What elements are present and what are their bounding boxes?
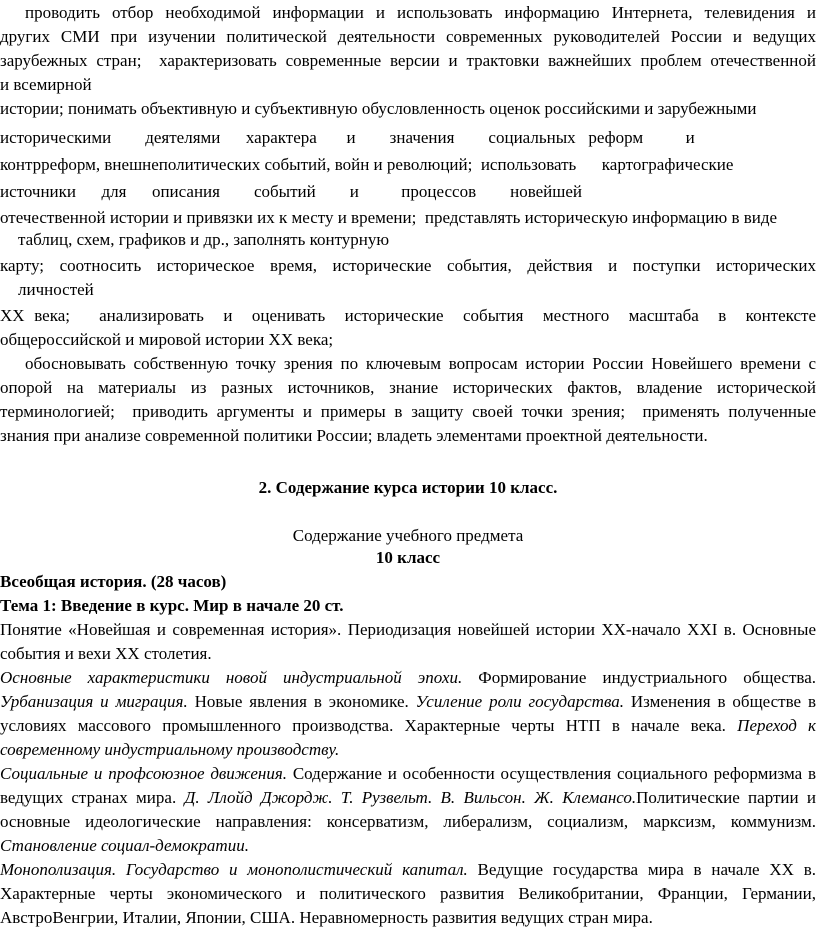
italic-text-segment: Основные характеристики новой индустриальной эпохи. [0,668,463,687]
text-segment: ведущих странах мира. [0,788,185,807]
text-line [0,99,816,119]
text-segment: современному индустриальному производству. [0,740,340,759]
text-segment: Новые явления в экономике. [187,692,416,711]
text-line [0,620,816,640]
text-segment: и всемирной [0,75,92,94]
text-segment: Характерные черты экономического и политического развития Великобритании, Франции, Германии, [0,884,816,903]
italic-text-segment: Переход к [737,716,816,735]
text-line [0,256,816,276]
text-line [0,330,816,350]
text-segment: Содержание учебного предмета [292,526,524,545]
text-segment: XX века; анализировать и оценивать исторические события местного масштаба в контексте [0,306,816,325]
text-line [0,128,816,148]
text-segment: опорой на материалы из разных источников, знание исторических фактов, владение исторической [0,378,816,397]
text-line [0,908,816,928]
text-segment: терминологией; приводить аргументы и примеры в защиту своей точки зрения; применять полученные [0,402,816,421]
text-line [0,478,816,498]
text-segment: Понятие «Новейшая и современная история». Периодизация новейшей истории XX-начало XXI в. Основные [0,620,816,639]
text-segment: 2. Содержание курса истории 10 класс. [258,478,558,497]
text-line [0,306,816,326]
text-segment: зарубежных стран; характеризовать современные версии и трактовки важнейших проблем отечественной [0,51,816,70]
text-line [25,354,816,374]
text-line [0,596,816,616]
italic-text-segment: Усиление роли государства. [415,692,624,711]
text-line [0,860,816,880]
text-line [25,3,816,23]
italic-text-segment: Монополизация. Государство и монополистический капитал. [0,860,468,879]
text-segment: Изменения в обществе в [623,692,816,711]
text-line [0,402,816,422]
text-line [0,51,816,71]
text-line [0,836,816,856]
text-line [0,75,816,95]
text-segment: знания при анализе современной политики России; владеть элементами проектной деятельности. [0,426,708,445]
text-segment: Всеобщая история. (28 часов) [0,572,227,591]
text-segment: источники для описания событий и процессов новейшей [0,182,582,201]
text-segment: отечественной истории и привязки их к месту и времени; представлять историческую информацию в виде [0,208,778,227]
italic-text-segment: Урбанизация и миграция. [0,692,188,711]
text-line [0,788,816,808]
text-segment: других СМИ при изучении политической деятельности современных руководителей России и ведущих [0,27,816,46]
text-line [0,155,816,175]
text-line [0,884,816,904]
text-line [0,572,816,592]
text-line [0,716,816,736]
text-segment: Тема 1: Введение в курс. Мир в начале 20 ст. [0,596,344,615]
text-segment: Формирование индустриального общества. [462,668,816,687]
text-line [0,668,816,688]
text-segment: Ведущие государства мира в начале XX в. [467,860,816,879]
text-line [0,812,816,832]
text-segment: основные идеологические направления: консерватизм, либерализм, социализм, марксизм, коммунизм. [0,812,816,831]
text-line [18,230,816,250]
text-line [0,740,816,760]
text-line [0,764,816,784]
text-line [0,27,816,47]
text-line [0,644,816,664]
text-segment: 10 класс [375,548,441,567]
text-segment: карту; соотносить историческое время, исторические события, действия и поступки исторических [0,256,816,275]
text-line [0,378,816,398]
text-line [0,182,816,202]
text-line [0,548,816,568]
italic-text-segment: Д. Ллойд Джордж. Т. Рузвельт. В. Вильсон. Ж. Клемансо. [184,788,637,807]
text-segment: Политические партии и [636,788,816,807]
text-segment: условиях массового промышленного производства. Характерные черты НТП в начале века. [0,716,738,735]
text-segment: истории; понимать объективную и субъективную обусловленность оценок российскими и зарубежными [0,99,757,118]
text-line [18,280,816,300]
text-segment: Содержание и особенности осуществления социального реформизма в [287,764,816,783]
text-segment: таблиц, схем, графиков и др., заполнять контурную [18,230,390,249]
text-segment: события и вехи XX столетия. [0,644,212,663]
text-line [0,526,816,546]
text-segment: АвстроВенгрии, Италии, Японии, США. Неравномерность развития ведущих стран мира. [0,908,653,927]
text-segment: общероссийской и мировой истории XX века; [0,330,334,349]
text-line [0,426,816,446]
text-line [0,208,816,228]
text-segment: обосновывать собственную точку зрения по ключевым вопросам истории России Новейшего времени с [25,354,816,373]
text-segment: проводить отбор необходимой информации и использовать информацию Интернета, телевидения и [25,3,816,22]
text-segment: Становление социал-демократии. [0,836,249,855]
text-segment: историческими деятелями характера и значения социальных реформ и [0,128,695,147]
text-line [0,692,816,712]
text-segment: личностей [18,280,94,299]
text-segment: контрреформ, внешнеполитических событий, войн и революций; использовать картографические [0,155,734,174]
italic-text-segment: Социальные и профсоюзное движения. [0,764,288,783]
